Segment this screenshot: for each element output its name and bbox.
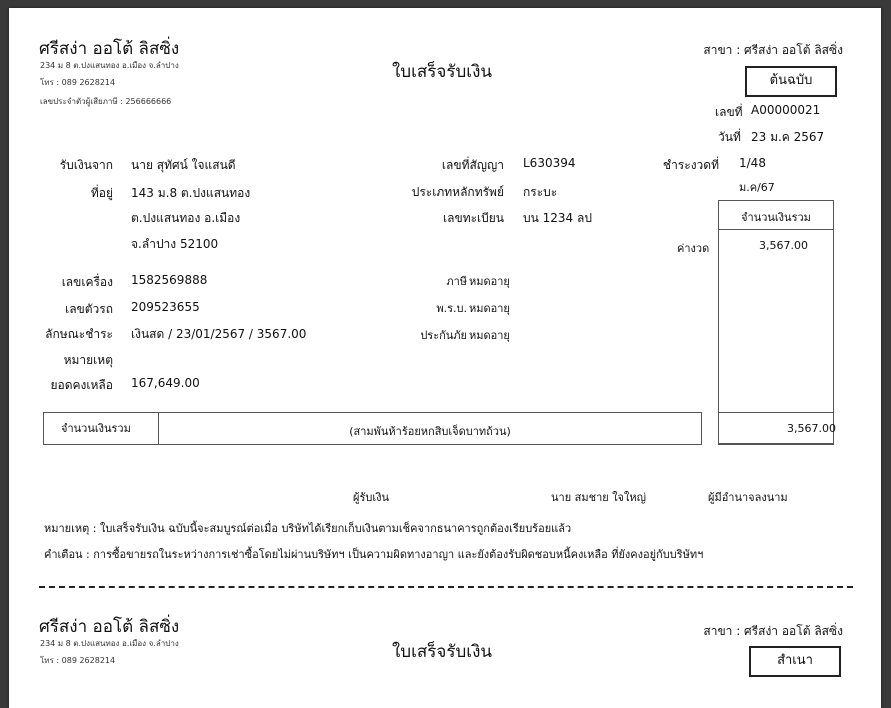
receipt-date: 23 ม.ค 2567 [751,130,825,144]
received-from: นาย สุทัศน์ ใจแสนดี [131,158,236,172]
collateral-type-label: ประเภทหลักทรัพย์ [411,185,504,199]
copy2-company-name: ศรีสง่า ออโต้ ลิสซิ่ง [39,617,180,637]
copy2-company-address: 234 ม 8 ต.ปงแสนทอง อ.เมือง จ.ลำปาง [40,639,179,648]
installment-label: ชำระงวดที่ [662,158,719,172]
company-tax-id: เลขประจำตัวผู้เสียภาษี : 256666666 [40,97,172,106]
amount-header: จำนวนเงินรวม [741,211,811,224]
prb-status: หมดอายุ [469,302,510,315]
company-name: ศรีสง่า ออโต้ ลิสซิ่ง [39,39,180,59]
payment-method: เงินสด / 23/01/2567 / 3567.00 [131,327,307,341]
copy2-copy-type-badge: สำเนา [749,646,841,677]
address-line2: ต.ปงแสนทอง อ.เมือง [131,211,241,225]
copy2-company-phone: โทร : 089 2628214 [40,656,116,665]
cut-line [39,586,853,588]
installment-month: ม.ค/67 [739,181,775,194]
installment-fee: 3,567.00 [759,239,808,252]
amount-column [718,200,834,444]
collateral-type: กระบะ [523,185,558,199]
receipt-date-label: วันที่ [718,130,741,144]
installment-fee-label: ค่างวด [677,242,710,255]
copy2-branch-label: สาขา : ศรีสง่า ออโต้ ลิสซิ่ง [703,624,843,638]
branch-label: สาขา : ศรีสง่า ออโต้ ลิสซิ่ง [703,43,843,57]
registration-label: เลขทะเบียน [443,211,504,225]
received-from-label: รับเงินจาก [59,158,113,172]
prb-label: พ.ร.บ. [436,302,467,315]
insurance-label: ประกันภัย [420,329,467,342]
address-line1: 143 ม.8 ต.ปงแสนทอง [131,186,251,200]
authorized-signer-label: ผู้มีอำนาจลงนาม [708,491,788,504]
receipt-no-label: เลขที่ [715,105,743,119]
footer-note: หมายเหตุ : ใบเสร็จรับเงิน ฉบับนี้จะสมบูรณ์ต่อเมื่อ บริษัทได้เรียกเก็บเงินตามเช็คจากธนาคารถูกต้องเรียบร้อยแล้ว [44,522,572,535]
company-phone: โทร : 089 2628214 [40,78,116,87]
receipt-title: ใบเสร็จรับเงิน [392,62,493,82]
address-label: ที่อยู่ [90,186,113,200]
registration: บน 1234 ลป [523,211,592,225]
address-line3: จ.ลำปาง 52100 [131,237,219,251]
footer-warning: คำเตือน : การซื้อขายรถในระหว่างการเช่าซื้อโดยไม่ผ่านบริษัทฯ เป็นความผิดทางอาญา และยังต้องรับผิดชอบหนี้คงเหลือ ที่ยังคงอยู่กับบริษัทฯ [44,548,704,561]
total-amount-text: (สามพันห้าร้อยหกสิบเจ็ดบาทถ้วน) [349,425,511,438]
engine-no: 1582569888 [131,273,208,287]
chassis-no-label: เลขตัวรถ [65,302,113,316]
total-label: จำนวนเงินรวม [61,422,131,435]
insurance-status: หมดอายุ [469,329,510,342]
engine-no-label: เลขเครื่อง [61,275,113,289]
total-value: 3,567.00 [787,422,836,435]
receiver-name: นาย สมชาย ใจใหญ่ [551,491,646,504]
installment-no: 1/48 [739,156,766,170]
balance-label: ยอดคงเหลือ [50,378,113,392]
receipt-no: A00000021 [751,103,821,117]
chassis-no: 209523655 [131,300,200,314]
company-address: 234 ม 8 ต.ปงแสนทอง อ.เมือง จ.ลำปาง [40,61,179,70]
contract-no-label: เลขที่สัญญา [441,158,504,172]
tax-status: หมดอายุ [469,275,510,288]
copy2-receipt-title: ใบเสร็จรับเงิน [392,642,493,662]
payment-method-label: ลักษณะชำระ [45,327,113,341]
receipt-page [9,8,881,708]
balance: 167,649.00 [131,376,200,390]
tax-label: ภาษี [446,275,467,288]
copy-type-badge: ต้นฉบับ [745,66,837,97]
contract-no: L630394 [523,156,576,170]
receiver-label: ผู้รับเงิน [353,491,389,504]
note-label: หมายเหตุ [63,353,113,367]
